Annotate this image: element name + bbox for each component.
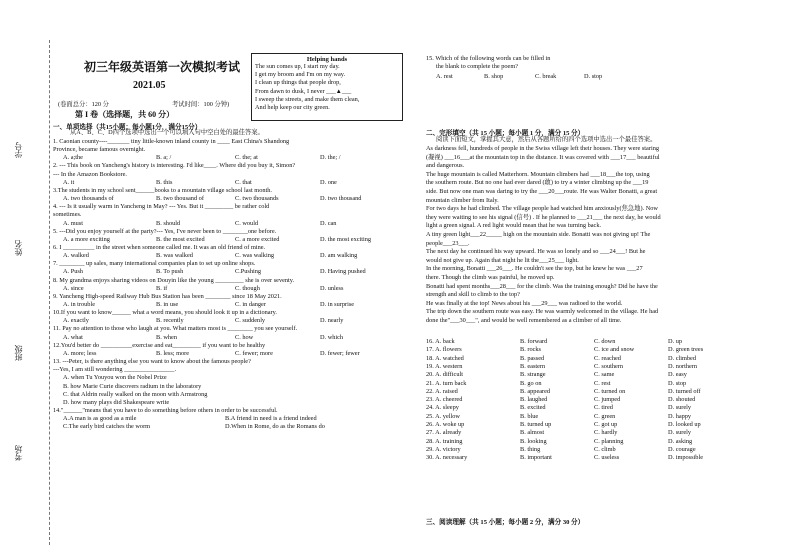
cloze-option: B. rocks — [520, 346, 541, 354]
question-option: A. a;the — [63, 154, 83, 162]
passage-line: (凝视) ___16___at the mountain top in the distance. It was covered with ___17___ beautiful — [426, 153, 660, 161]
question-option: A. a more exciting — [63, 235, 110, 243]
question-text: A. when Tu Youyou won the Nobel Prize — [63, 374, 167, 382]
question-option: B. when — [156, 333, 177, 341]
question-option: B. recently — [156, 317, 184, 325]
q15-stem-2: the blank to complete the poem? — [436, 63, 519, 70]
passage-line: In the morning, Bonatti ___26___. He couldn't see the top, but he knew he was ___27 — [426, 265, 643, 273]
cloze-option: C. climb — [594, 445, 616, 453]
cloze-option: C. jumped — [594, 396, 621, 404]
q15-option: C. break — [535, 73, 557, 80]
question-option: D.When in Rome, do as the Romans do — [225, 423, 325, 431]
question-option: D. nearly — [320, 317, 344, 325]
section2-instruction: 阅读下面短文，掌握其大意，然后从各题所给的四个选项中选出一个最佳答案。 — [436, 136, 657, 143]
question-option: A.A man is as good as a mile — [63, 415, 137, 423]
cloze-option: D. stop — [668, 379, 687, 387]
question-option: D. two thousand — [320, 195, 362, 203]
cloze-option: C. same — [594, 371, 615, 379]
cloze-option: C. turned on — [594, 387, 626, 395]
question-option: C. the; at — [235, 154, 258, 162]
question-option: B. this — [156, 178, 173, 186]
cloze-option: D. asking — [668, 437, 693, 445]
side-label-student-id: 学号 — [14, 142, 23, 158]
cloze-option: D. up — [668, 338, 682, 345]
q15-option: A. rest — [436, 73, 453, 80]
passage-line: The next day he continued his way upward. He was so lonely and so ___24___! But he — [426, 248, 646, 256]
cloze-option: 19. A. western — [426, 362, 463, 370]
binding-line — [49, 40, 50, 545]
question-option: C. fewer; more — [235, 349, 273, 357]
question-text: 14."______"means that you have to do something before others in order to be successful. — [53, 406, 278, 414]
question-option: B.A friend in need is a friend indeed — [225, 415, 317, 423]
question-option: C.Pushing — [235, 268, 262, 276]
poem-title: Helping hands — [306, 56, 348, 63]
question-text: sometimes. — [53, 211, 82, 219]
question-option: A. in trouble — [63, 301, 96, 308]
passage-line: they were waiting to see his signal (信号) . If he planned to ___21___ the next day, he would — [426, 213, 661, 221]
poem-line: The sun comes up, I start my day. — [255, 63, 340, 70]
question-text: ---Yes, I am still wondering ________________. — [53, 366, 177, 374]
cloze-option: 25. A. yellow — [426, 412, 460, 420]
question-option: C. a more excited — [235, 235, 280, 243]
question-text: C. that Aldrin really walked on the moon with Armstrong — [63, 390, 208, 398]
passage-line: For two days he had climbed. The village people had watched him anxiously(焦急地). Now — [426, 205, 658, 213]
question-text: 6. I __________ in the street when someone called me. It was an old friend of mine. — [53, 243, 266, 251]
q15-option: B. shop — [484, 73, 504, 80]
question-text: 12.You'd better do __________exercise and eat_________ if you want to be healthy — [53, 341, 266, 349]
question-option: A. must — [63, 219, 83, 227]
poem-box — [251, 53, 403, 121]
passage-line: side. But now one man was daring to try the ___20___route. He was Walter Bonatti, a great — [426, 188, 658, 195]
question-option: C. suddenly — [235, 317, 266, 325]
question-text: 5. ---Did you enjoy yourself at the party?--- Yes, I've never been to ________one before. — [53, 227, 277, 235]
cloze-option: B. go on — [520, 379, 542, 387]
cloze-option: C. useless — [594, 454, 620, 462]
cloze-option: C. southern — [594, 362, 624, 370]
cloze-option: D. northern — [668, 362, 698, 370]
question-option: B. if — [156, 284, 168, 292]
question-option: B. a; / — [156, 154, 172, 162]
passage-line: would not give up. Again that night he lit the___25___ light. — [426, 256, 579, 264]
question-option: C. how — [235, 333, 254, 341]
cloze-option: B. laughed — [520, 396, 548, 404]
question-option: B. two thousand of — [156, 195, 204, 203]
section2-heading: 二、完形填空（共 15 小题；每小题 1 分，满分 15 分） — [426, 130, 585, 137]
cloze-option: B. blue — [520, 412, 539, 420]
passage-line: strength and skill to climb to the top? — [426, 291, 520, 299]
cloze-option: D. climbed — [668, 354, 696, 362]
passage-line: mountain climber from Italy. — [426, 196, 499, 204]
question-option: C. two thousands — [235, 195, 279, 203]
cloze-option: C. green — [594, 412, 616, 420]
section1-instruction: 从A、B、C、D四个选项中选出一个可以填入句中空白处的最佳答案。 — [70, 129, 264, 136]
question-option: D. unless — [320, 284, 344, 292]
passage-line: there. Though the climb was painful, he moved up. — [426, 274, 555, 281]
passage-line: and dangerous. — [426, 162, 465, 170]
passage-line: The trip down the southern route was easy. He was warmly welcomed in the village. He had — [426, 308, 659, 316]
cloze-option: 18. A. watched — [426, 354, 464, 362]
question-option: D. the most exciting — [320, 235, 372, 243]
question-option: D. can — [320, 219, 337, 227]
cloze-option: D. surely — [668, 429, 692, 437]
passage-line: As darkness fell, hundreds of people in the Swiss village left their houses. They were staring — [426, 145, 659, 152]
volume-title: 第 I 卷（选择题，共 60 分） — [75, 110, 175, 119]
cloze-option: D. surely — [668, 404, 692, 412]
passage-line: people___23___. — [426, 239, 470, 247]
cloze-option: D. courage — [668, 445, 696, 453]
cloze-option: C. ice and snow — [594, 346, 635, 354]
question-option: D. one — [320, 178, 337, 186]
cloze-option: 30. A. necessary — [426, 454, 468, 462]
cloze-option: 16. A. back — [426, 338, 455, 345]
question-text: 11. Pay no attention to those who laugh at you. What matters most is ________ you see yourself. — [53, 325, 298, 333]
poem-line: I get my broom and I'm on my way. — [255, 71, 346, 79]
passage-line: He was finally at the top! News about his ___29___ was radioed to the world. — [426, 299, 623, 307]
cloze-option: B. appeared — [520, 387, 551, 395]
question-option: C.The early bird catches the worm — [63, 423, 151, 431]
score-info: (卷面总分：120 分 — [58, 101, 109, 108]
cloze-option: 22. A. raised — [426, 387, 458, 395]
cloze-option: C. got up — [594, 421, 618, 428]
question-option: C. though — [235, 284, 260, 292]
question-option: B. in use — [156, 301, 179, 308]
cloze-option: B. eastern — [520, 362, 546, 370]
exam-title: 初三年级英语第一次模拟考试 — [84, 60, 241, 74]
question-text: --- In the Amazon Bookstore. — [53, 170, 127, 178]
side-label-exam-room: 考场 — [14, 445, 23, 461]
question-option: A. exactly — [63, 317, 89, 325]
cloze-option: D. shouted — [668, 396, 696, 404]
question-option: D. in surprise — [320, 301, 355, 308]
question-option: D. am walking — [320, 252, 358, 260]
cloze-option: C. reached — [594, 354, 621, 362]
question-option: A. what — [63, 333, 83, 341]
cloze-option: D. turned off — [668, 387, 701, 395]
passage-line: light a green signal. A red light would mean that he was turning back. — [426, 222, 602, 230]
cloze-option: 20. A. difficult — [426, 371, 463, 379]
cloze-option: B. strange — [520, 371, 546, 379]
question-text: 2. --- This book on Yancheng's history is interesting. I'd like____. Where did you buy it, Simon? — [53, 162, 296, 170]
question-text: 1. Caonian county----_______ tiny little-known inland county in ____ East China's Shandong — [53, 138, 290, 145]
question-text: 4. --- Is it usually warm in Yancheng in May? --- Yes. But it _________ be rather cold — [53, 203, 270, 211]
cloze-option: B. forward — [520, 338, 548, 345]
exam-date: 2021.05 — [133, 80, 166, 91]
cloze-option: 29. A. victory — [426, 445, 461, 453]
cloze-option: B. passed — [520, 354, 545, 362]
question-option: A. it — [63, 178, 75, 186]
question-option: B. less; more — [156, 349, 190, 357]
cloze-option: 24. A. sleepy — [426, 404, 459, 412]
passage-line: Bonatti had spent months___28___ for the climb. Was the training enough? Did he have the — [426, 282, 658, 290]
cloze-option: B. turned up — [520, 421, 552, 428]
question-option: C. in danger — [235, 301, 266, 308]
question-option: C. that — [235, 178, 252, 186]
passage-line: A tiny green light___22_____ high on the mountain side. Bonatti was not giving up! The — [426, 231, 651, 238]
question-option: C. would — [235, 219, 259, 227]
cloze-option: C. tired — [594, 404, 613, 412]
question-option: A. Push — [63, 268, 83, 276]
question-text: 13. ---Peter, is there anything else you want to know about the famous people? — [53, 358, 251, 366]
question-option: B. the most excited — [156, 235, 205, 243]
cloze-option: B. looking — [520, 437, 547, 445]
poem-line: I sweep the streets, and make them clean, — [255, 95, 360, 103]
question-option: B. To push — [156, 268, 184, 276]
question-text: 8. My grandma enjoys sharing videos on Douyin like the young _________ she is over seventy. — [53, 276, 295, 284]
question-option: D. fewer; fewer — [320, 349, 360, 357]
question-text: 9. Yancheng High-speed Railway Hub Bus Station has been ________ since 18 May 2021. — [53, 292, 282, 300]
section1-heading: 一、单项选择（共15小题；每小题1分，满分15分） — [53, 124, 202, 131]
cloze-option: B. thing — [520, 445, 541, 453]
poem-line: I clean up things that people drop, — [255, 79, 341, 87]
cloze-option: C. rest — [594, 379, 611, 387]
cloze-option: D. easy — [668, 371, 687, 379]
passage-line: The huge mountain is called Matterhorn. Mountain climbers had ___18___the top, using — [426, 170, 650, 178]
cloze-option: D. green trees — [668, 346, 704, 354]
cloze-option: 21. A. turn back — [426, 379, 467, 387]
question-text: D. how many plays did Shakespeare write — [63, 398, 170, 406]
passage-line: done the"___30___", and would be well remembered as a climber of all time. — [426, 317, 622, 324]
question-option: B. should — [156, 219, 181, 227]
question-text: 7. ________ up sales, many international companies plan to set up online shops. — [53, 260, 256, 268]
question-text: 10.If you want to know______ what a word means, you should look it up in a dictionary. — [53, 309, 277, 317]
cloze-option: B. almost — [520, 429, 545, 437]
time-info: 考试时间：100 分钟) — [172, 101, 230, 108]
question-text: B. how Marie Curie discovers radium in the laboratory — [63, 382, 202, 390]
cloze-option: D. looked up — [668, 421, 701, 428]
cloze-option: D. happy — [668, 412, 692, 420]
passage-line: the southern route. But no one had ever dared (敢) to try a winter climbing up the ___19 — [426, 179, 649, 187]
q15-stem-1: 15. Which of the following words can be filled in — [426, 55, 551, 62]
question-option: D. the; / — [320, 154, 341, 162]
cloze-option: 17. A. flowers — [426, 346, 462, 354]
cloze-option: C. planning — [594, 437, 624, 445]
side-label-name: 姓名 — [14, 240, 23, 256]
poem-line: From dawn to dusk, I never ___▲___ — [255, 87, 352, 95]
question-option: A. more; less — [63, 349, 97, 357]
question-option: B. was walked — [156, 252, 193, 260]
cloze-option: C. down — [594, 338, 616, 345]
question-text: Province, became famous overnight. — [53, 146, 146, 154]
cloze-option: B. excited — [520, 404, 546, 412]
question-option: D. which — [320, 333, 344, 341]
question-option: C. was walking — [235, 252, 275, 260]
cloze-option: 28. A. training — [426, 437, 463, 445]
question-option: D. Having pushed — [320, 268, 366, 276]
poem-line: And help keep our city green. — [255, 104, 330, 112]
cloze-option: D. impossible — [668, 454, 703, 462]
cloze-option: 27. A. already — [426, 429, 462, 437]
cloze-option: B. important — [520, 454, 552, 462]
question-option: A. two thousands of — [63, 195, 114, 203]
question-option: A. since — [63, 284, 84, 292]
cloze-option: 23. A. cheered — [426, 396, 463, 404]
question-option: A. walked — [63, 252, 89, 260]
side-label-class: 班级 — [14, 345, 23, 361]
cloze-option: C. hardly — [594, 429, 618, 437]
q15-option: D. stop — [584, 73, 603, 80]
question-text: 3.The students in my school sent______books to a mountain village school last month. — [53, 186, 272, 194]
cloze-option: 26. A. woke up — [426, 421, 465, 428]
section3-heading: 三、阅读理解（共 15 小题；每小题 2 分，满分 30 分） — [426, 519, 585, 526]
